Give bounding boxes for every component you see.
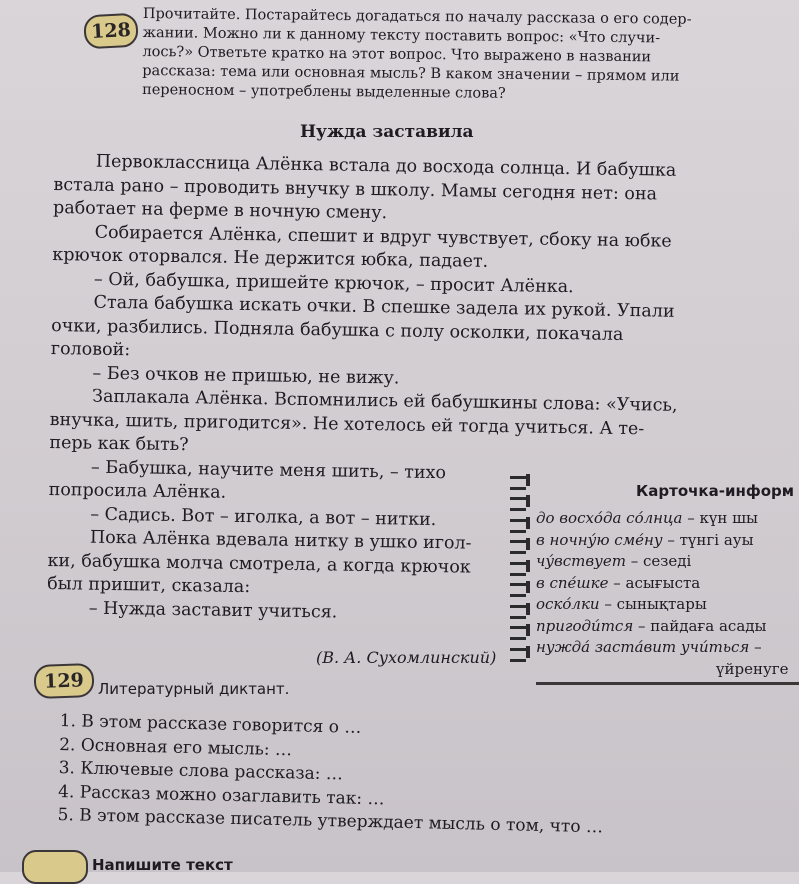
card-word-kz: – түнгі ауы <box>662 530 754 549</box>
next-task-text: Напишите текст <box>92 856 233 874</box>
info-card-list <box>536 508 799 680</box>
margin-mark-icon <box>510 644 534 666</box>
task-129-title: Литературный диктант. <box>98 680 290 698</box>
info-card-item <box>536 530 799 552</box>
task-128-line: жании. Можно ли к данному тексту поставить вопрос: «Что случи- <box>142 24 661 47</box>
card-word-kz: – күн шы <box>682 509 758 527</box>
story-line: головой: <box>50 338 131 361</box>
task-129-badge <box>33 663 94 699</box>
task-129-number: 129 <box>43 669 85 693</box>
margin-mark-icon <box>510 601 534 623</box>
info-card-item: үйренуге <box>716 659 789 678</box>
info-card-item <box>536 551 799 573</box>
dictation-item: 4. Рассказ можно озаглавить так: … <box>57 781 385 809</box>
task-128-line: лось?» Ответьте кратко на этот вопрос. Что выражено в названии <box>142 43 652 66</box>
story-line: был пришит, сказала: <box>47 573 251 598</box>
story-line: внучка, шить, пригодится». Не хотелось ей тогда учиться. А те- <box>49 409 645 439</box>
dictation-item: 2. Основная его мысль: … <box>58 734 293 760</box>
margin-mark-icon <box>510 537 534 559</box>
card-word-ru: до восхо́да со́лнца <box>536 509 683 527</box>
card-word-ru: чу́вствует <box>536 552 626 570</box>
dictation-item: 1. В этом рассказе говорится о … <box>59 710 362 738</box>
story-line: Пока Алёнка вдевала нитку в ушко игол- <box>89 527 472 554</box>
story-line: Стала бабушка искать очки. В спешке задела их рукой. Упали <box>93 292 675 322</box>
story-line: очки, разбились. Подняла бабушка с полу осколки, покачала <box>51 315 624 345</box>
card-word-ru: оско́лки <box>536 595 600 613</box>
margin-mark-icon <box>510 558 534 580</box>
task-128-line: рассказа: тема или основная мысль? В каком значении – прямом или <box>142 62 680 85</box>
task-128-line: переносном – употреблены выделенные слова? <box>142 81 506 102</box>
margin-mark-icon <box>510 580 534 602</box>
info-card-item <box>536 637 799 659</box>
story-line: попросила Алёнка. <box>48 479 227 503</box>
dictation-item: 3. Ключевые слова рассказа: … <box>58 757 344 785</box>
dictation-item: 5. В этом рассказе писатель утверждает мысль о том, что … <box>57 804 604 838</box>
story-line: – Бабушка, научите меня шить, – тихо <box>90 457 447 483</box>
story-line: – Садись. Вот – иголка, а вот – нитки. <box>90 504 437 530</box>
info-card-title: Карточка-информ <box>636 482 795 500</box>
margin-mark-icon <box>510 472 534 494</box>
story-line: Заплакала Алёнка. Вспомнились ей бабушкины слова: «Учись, <box>91 386 678 416</box>
info-card <box>536 472 799 685</box>
story-line: перь как быть? <box>49 432 189 456</box>
story-line: встала рано – проводить внучку в школу. Мамы сегодня нет: она <box>53 174 658 204</box>
margin-mark-icon <box>510 515 534 537</box>
task-128-line: Прочитайте. Постарайтесь догадаться по началу рассказа о его содер- <box>142 5 692 28</box>
card-word-ru: в ночну́ю сме́ну <box>536 530 663 549</box>
card-word-ru: нужда́ заста́вит учи́ться <box>536 638 750 656</box>
margin-mark-icon <box>510 623 534 645</box>
story-line: ки, бабушка молча смотрела, а когда крючок <box>47 550 471 578</box>
story-line: работает на ферме в ночную смену. <box>52 197 388 224</box>
dictation-list <box>57 710 739 843</box>
story-line: Собирается Алёнка, спешит и вдруг чувствует, сбоку на юбке <box>94 222 672 252</box>
task-128-text <box>142 5 733 106</box>
story-line: – Ой, бабушка, пришейте крючок, – просит Алёнка. <box>93 269 574 297</box>
card-word-kz: – сынықтары <box>599 595 707 613</box>
story-title: Нужда заставила <box>300 122 474 142</box>
story-line: Первоклассница Алёнка встала до восхода солнца. И бабушка <box>95 151 677 181</box>
card-word-kz: – асығыста <box>608 573 701 592</box>
info-card-item <box>536 508 799 530</box>
story-line: – Без очков не пришью, не вижу. <box>92 363 400 388</box>
info-card-item <box>536 594 799 616</box>
info-card-item <box>536 573 799 595</box>
task-130-badge <box>22 850 88 884</box>
story-line: крючок оторвался. Не держится юбка, падает. <box>52 244 489 272</box>
story-author: (В. А. Сухомлинский) <box>316 648 497 667</box>
story-line: – Нужда заставит учиться. <box>88 598 338 623</box>
margin-mark-icon <box>510 494 534 516</box>
card-word-kz: – сезеді <box>625 552 692 570</box>
card-word-kz: – пайдаға асады <box>633 616 767 635</box>
card-word-ru: в спе́шке <box>536 573 609 592</box>
card-word-kz: – <box>749 638 762 656</box>
task-128-number: 128 <box>90 18 132 44</box>
info-card-item <box>536 616 799 638</box>
card-margin-marks <box>510 472 534 666</box>
card-word-ru: пригоди́тся <box>536 616 634 635</box>
task-128-badge <box>83 13 139 50</box>
